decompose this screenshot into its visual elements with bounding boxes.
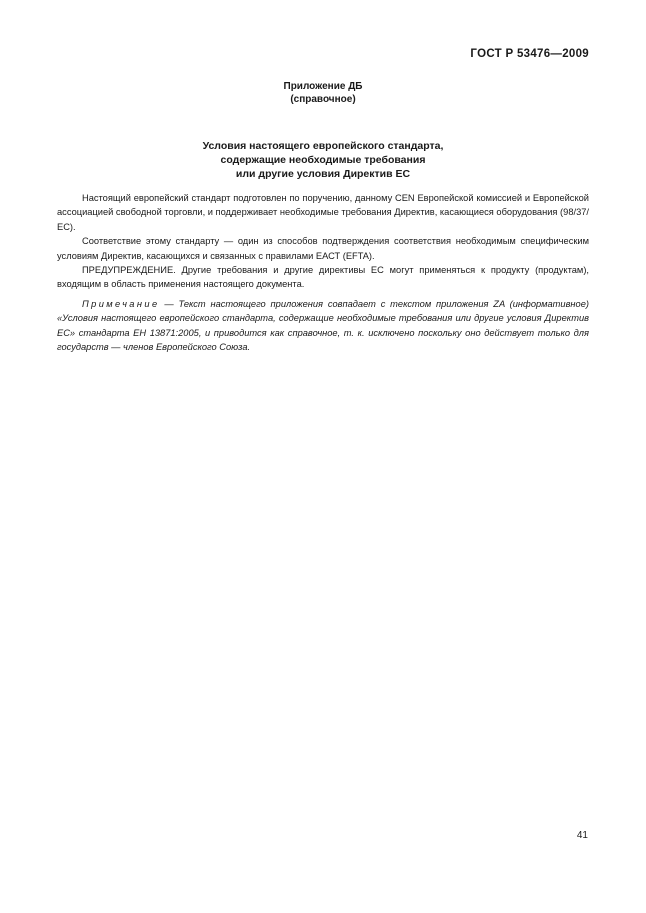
page-number: 41 (576, 830, 588, 841)
paragraph-2: Соответствие этому стандарту — один из способов подтверждения соответствия необходимым специфическим условиям Директив, касающихся и связанных с правилами ЕАСТ (EFTA). (57, 236, 589, 261)
body-text (57, 191, 589, 292)
title-line-1: Условия настоящего европейского стандарта, (202, 140, 444, 152)
annex-kind: (справочное) (290, 94, 356, 105)
standard-header: ГОСТ Р 53476—2009 (470, 48, 589, 60)
title-line-3: или другие условия Директив ЕС (235, 168, 411, 180)
annex-heading (0, 80, 646, 106)
note-block (57, 297, 589, 355)
annex-label: Приложение ДБ (283, 81, 363, 92)
paragraph-1: Настоящий европейский стандарт подготовлен по поручению, данному CEN Европейской комиссией и Европейской ассоциацией свободной торговли, и поддерживает необходимые требования Директив, касающиеся оборудования (98/37/ЕС). (57, 193, 589, 232)
section-title (0, 139, 646, 181)
note-text: — Текст настоящего приложения совпадает с текстом приложения ZA (информативное) «Условия настоящего европейского стандарта, содержащие необходимые требования или другие условия Директив ЕС» стандарта ЕН 13871:2005, и приводится как справочное, т. к. исключено поскольку оно действует только для государств — членов Европейского Союза. (57, 299, 589, 353)
note-label: Примечание (82, 299, 160, 309)
title-line-2: содержащие необходимые требования (220, 154, 426, 166)
paragraph-3: ПРЕДУПРЕЖДЕНИЕ. Другие требования и другие директивы ЕС могут применяться к продукту (продуктам), входящим в область применения настоящего документа. (57, 265, 589, 290)
note-paragraph (57, 297, 589, 355)
